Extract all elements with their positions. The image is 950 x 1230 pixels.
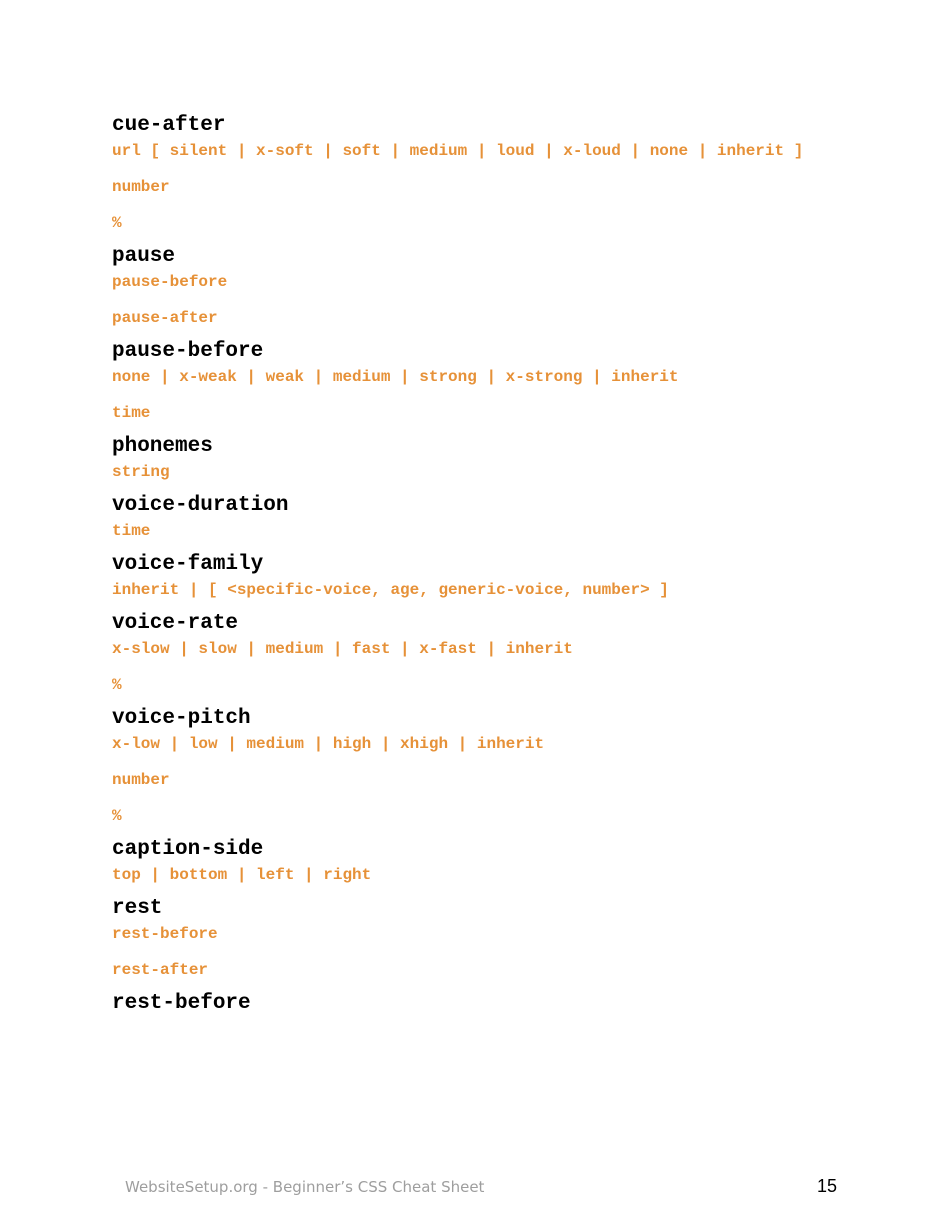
property-name: voice-duration xyxy=(112,494,289,517)
property-block xyxy=(112,896,852,981)
property-value: rest-after xyxy=(112,961,209,979)
property-name: pause xyxy=(112,245,176,268)
property-value: top | bottom | left | right xyxy=(112,866,372,884)
property-value: % xyxy=(112,807,122,825)
property-value: number xyxy=(112,771,170,789)
property-value: % xyxy=(112,214,122,232)
property-block xyxy=(112,706,852,827)
property-name: rest-before xyxy=(112,992,251,1015)
property-value: time xyxy=(112,522,151,540)
property-name: pause-before xyxy=(112,340,264,363)
property-value: pause-after xyxy=(112,309,218,327)
property-block xyxy=(112,244,852,329)
property-block xyxy=(112,339,852,424)
property-value: none | x-weak | weak | medium | strong | x-strong | inherit xyxy=(112,368,679,386)
property-block xyxy=(112,113,852,234)
property-value: x-slow | slow | medium | fast | x-fast | inherit xyxy=(112,640,573,658)
property-name: voice-rate xyxy=(112,612,239,635)
property-value: % xyxy=(112,676,122,694)
page-number: 15 xyxy=(816,1176,837,1196)
property-block xyxy=(112,434,852,483)
property-name: voice-family xyxy=(112,553,264,576)
property-block xyxy=(112,552,852,601)
property-value: number xyxy=(112,178,170,196)
property-value: rest-before xyxy=(112,925,218,943)
property-block xyxy=(112,991,852,1017)
property-value: inherit | [ <specific-voice, age, generic-voice, number> ] xyxy=(112,581,669,599)
property-name: rest xyxy=(112,897,163,920)
property-name: phonemes xyxy=(112,435,213,458)
property-value: time xyxy=(112,404,151,422)
property-value: pause-before xyxy=(112,273,228,291)
cheat-sheet-content xyxy=(112,113,852,1027)
property-value: string xyxy=(112,463,170,481)
property-block xyxy=(112,837,852,886)
property-value: x-low | low | medium | high | xhigh | inherit xyxy=(112,735,545,753)
footer-title: WebsiteSetup.org - Beginner’s CSS Cheat Sheet xyxy=(125,1178,485,1196)
property-block xyxy=(112,493,852,542)
property-name: voice-pitch xyxy=(112,707,251,730)
property-name: caption-side xyxy=(112,838,264,861)
property-name: cue-after xyxy=(112,114,226,137)
property-block xyxy=(112,611,852,696)
property-value: url [ silent | x-soft | soft | medium | loud | x-loud | none | inherit ] xyxy=(112,142,804,160)
